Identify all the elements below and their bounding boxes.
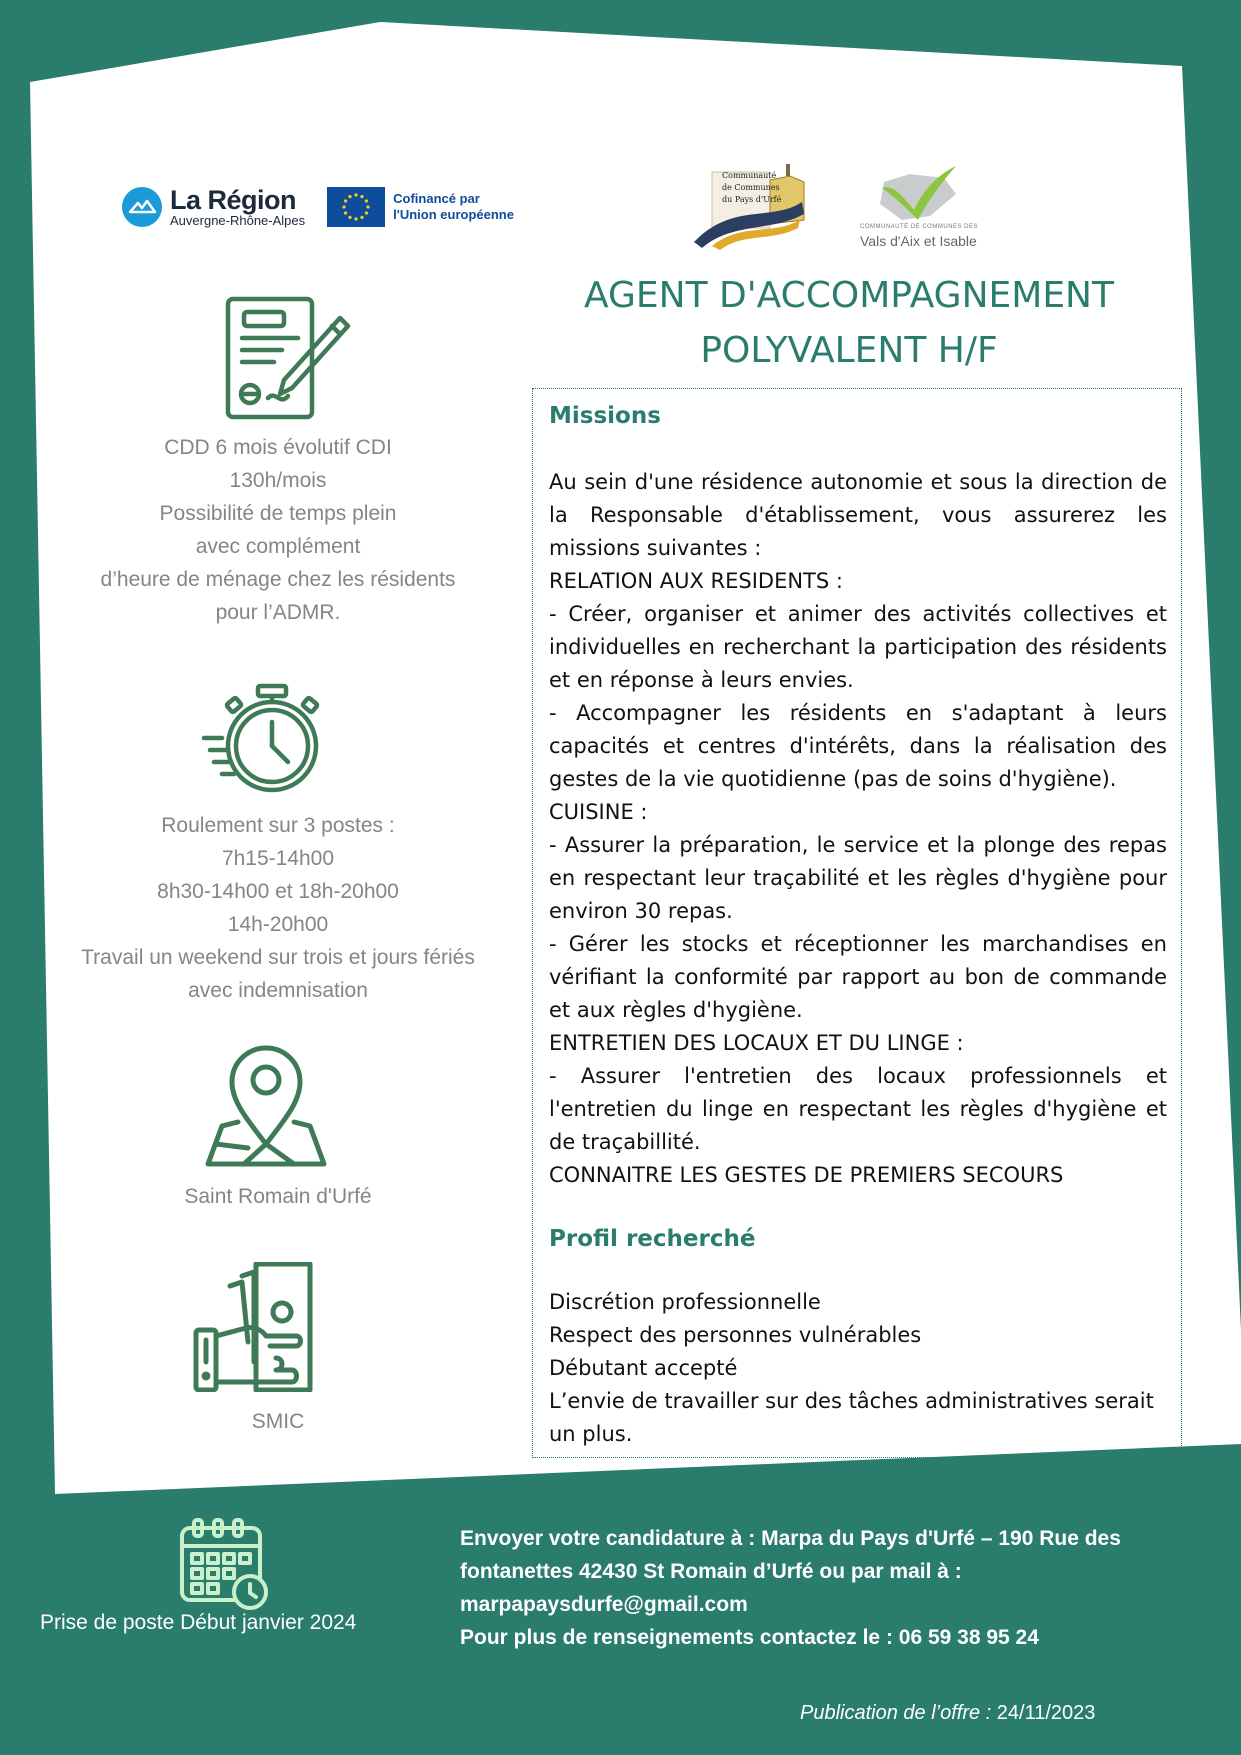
relation-item-2: - Accompagner les résidents en s'adaptant à leurs capacités et centres d'intérêts, dans la réalisation des gestes de la vie quotidienne (pas de soins d'hygiène). <box>549 701 1167 791</box>
cuisine-item-2: - Gérer les stocks et réceptionner les marchandises en vérifiant la conformité par rapport au bon de commande et aux règles d'hygiène. <box>549 932 1167 1022</box>
region-mountain-icon <box>122 187 162 227</box>
region-subtitle: Auvergne-Rhône-Alpes <box>170 213 306 228</box>
contract-details <box>50 431 506 629</box>
application-info <box>460 1522 1180 1654</box>
relation-heading: RELATION AUX RESIDENTS : <box>549 569 843 593</box>
eu-flag-icon <box>327 187 385 227</box>
application-phone: Pour plus de renseignements contactez le : 06 59 38 95 24 <box>460 1626 1039 1649</box>
schedule-line-2: 7h15-14h00 <box>221 847 335 870</box>
publication-label: Publication de l’offre : <box>800 1702 992 1724</box>
profil-item-4: L’envie de travailler sur des tâches administratives serait un plus. <box>549 1389 1154 1446</box>
schedule-line-1: Roulement sur 3 postes : <box>161 814 395 837</box>
region-name: La Région <box>170 185 297 215</box>
schedule-line-3: 8h30-14h00 et 18h-20h00 <box>157 880 399 903</box>
contract-line-3: Possibilité de temps plein <box>159 502 397 525</box>
cc-logo-line-3: du Pays d'Urfé <box>722 195 782 204</box>
contract-line-1: CDD 6 mois évolutif CDI <box>164 436 392 459</box>
money-hand-icon <box>192 1262 322 1402</box>
job-title-line-1: AGENT D'ACCOMPAGNEMENT <box>584 275 1114 316</box>
schedule-details <box>50 809 506 1007</box>
vals-aix-isable-logo <box>860 164 980 250</box>
job-title-line-2: POLYVALENT H/F <box>700 330 998 371</box>
contract-line-6: pour l’ADMR. <box>215 601 341 624</box>
eu-logo <box>327 187 514 227</box>
cc-logo-line-2: de Communes <box>722 183 780 192</box>
publication-value: 24/11/2023 <box>996 1702 1096 1724</box>
entretien-heading: ENTRETIEN DES LOCAUX ET DU LINGE : <box>549 1031 964 1055</box>
cuisine-item-1: - Assurer la préparation, le service et la plonge des repas en respectant leur traçabilité et les règles d'hygiène pour environ 30 repas. <box>549 833 1167 923</box>
communaute-pays-urfe-logo <box>692 162 826 250</box>
stopwatch-icon <box>200 682 326 810</box>
salary-text: SMIC <box>251 1410 305 1433</box>
profil-item-1: Discrétion professionnelle <box>549 1290 821 1314</box>
vals-logo-subtitle: COMMUNAUTÉ DE COMMUNES DES <box>860 224 979 230</box>
secours-line: CONNAITRE LES GESTES DE PREMIERS SECOURS <box>549 1163 1064 1187</box>
map-pin-icon <box>204 1044 328 1178</box>
missions-box <box>532 388 1182 1458</box>
profil-item-3: Débutant accepté <box>549 1356 738 1380</box>
missions-heading: Missions <box>549 403 661 429</box>
contract-pen-icon <box>222 296 358 432</box>
cuisine-heading: CUISINE : <box>549 800 648 824</box>
calendar-clock-icon <box>176 1516 272 1617</box>
partner-logos-right <box>692 162 980 250</box>
profil-item-2: Respect des personnes vulnérables <box>549 1323 922 1347</box>
application-address: Envoyer votre candidature à : Marpa du Pays d'Urfé – 190 Rue des fontanettes 42430 St Romain d’Urfé ou par mail à : marpapaysdurfe@gmail.com <box>460 1527 1121 1616</box>
region-logo <box>122 186 305 228</box>
publication-date <box>800 1702 1095 1725</box>
missions-intro: Au sein d'une résidence autonomie et sous la direction de la Responsable d'établissement, vous assurerez les missions suivantes : <box>549 470 1167 560</box>
relation-item-1: - Créer, organiser et animer des activités collectives et individuelles en recherchant la participation des résidents et en réponse à leurs envies. <box>549 602 1167 692</box>
cc-logo-line-1: Communauté <box>722 171 777 180</box>
schedule-line-5: Travail un weekend sur trois et jours fériés <box>81 946 475 969</box>
partner-logos-left <box>122 186 514 228</box>
schedule-line-6: avec indemnisation <box>188 979 368 1002</box>
schedule-line-4: 14h-20h00 <box>227 913 329 936</box>
contract-line-2: 130h/mois <box>229 469 327 492</box>
vals-logo-name: Vals d'Aix et Isable <box>860 233 977 249</box>
job-title <box>540 268 1158 378</box>
eu-line-1: Cofinancé par <box>393 191 480 206</box>
location-text: Saint Romain d'Urfé <box>184 1185 372 1208</box>
start-date: Prise de poste Début janvier 2024 <box>40 1611 357 1634</box>
contract-line-5: d’heure de ménage chez les résidents <box>100 568 456 591</box>
profil-heading: Profil recherché <box>549 1226 756 1252</box>
contract-line-4: avec complément <box>195 535 361 558</box>
eu-line-2: l'Union européenne <box>393 207 514 222</box>
entretien-item-1: - Assurer l'entretien des locaux professionnels et l'entretien du linge en respectant les règles d'hygiène et de traçabillité. <box>549 1064 1167 1154</box>
